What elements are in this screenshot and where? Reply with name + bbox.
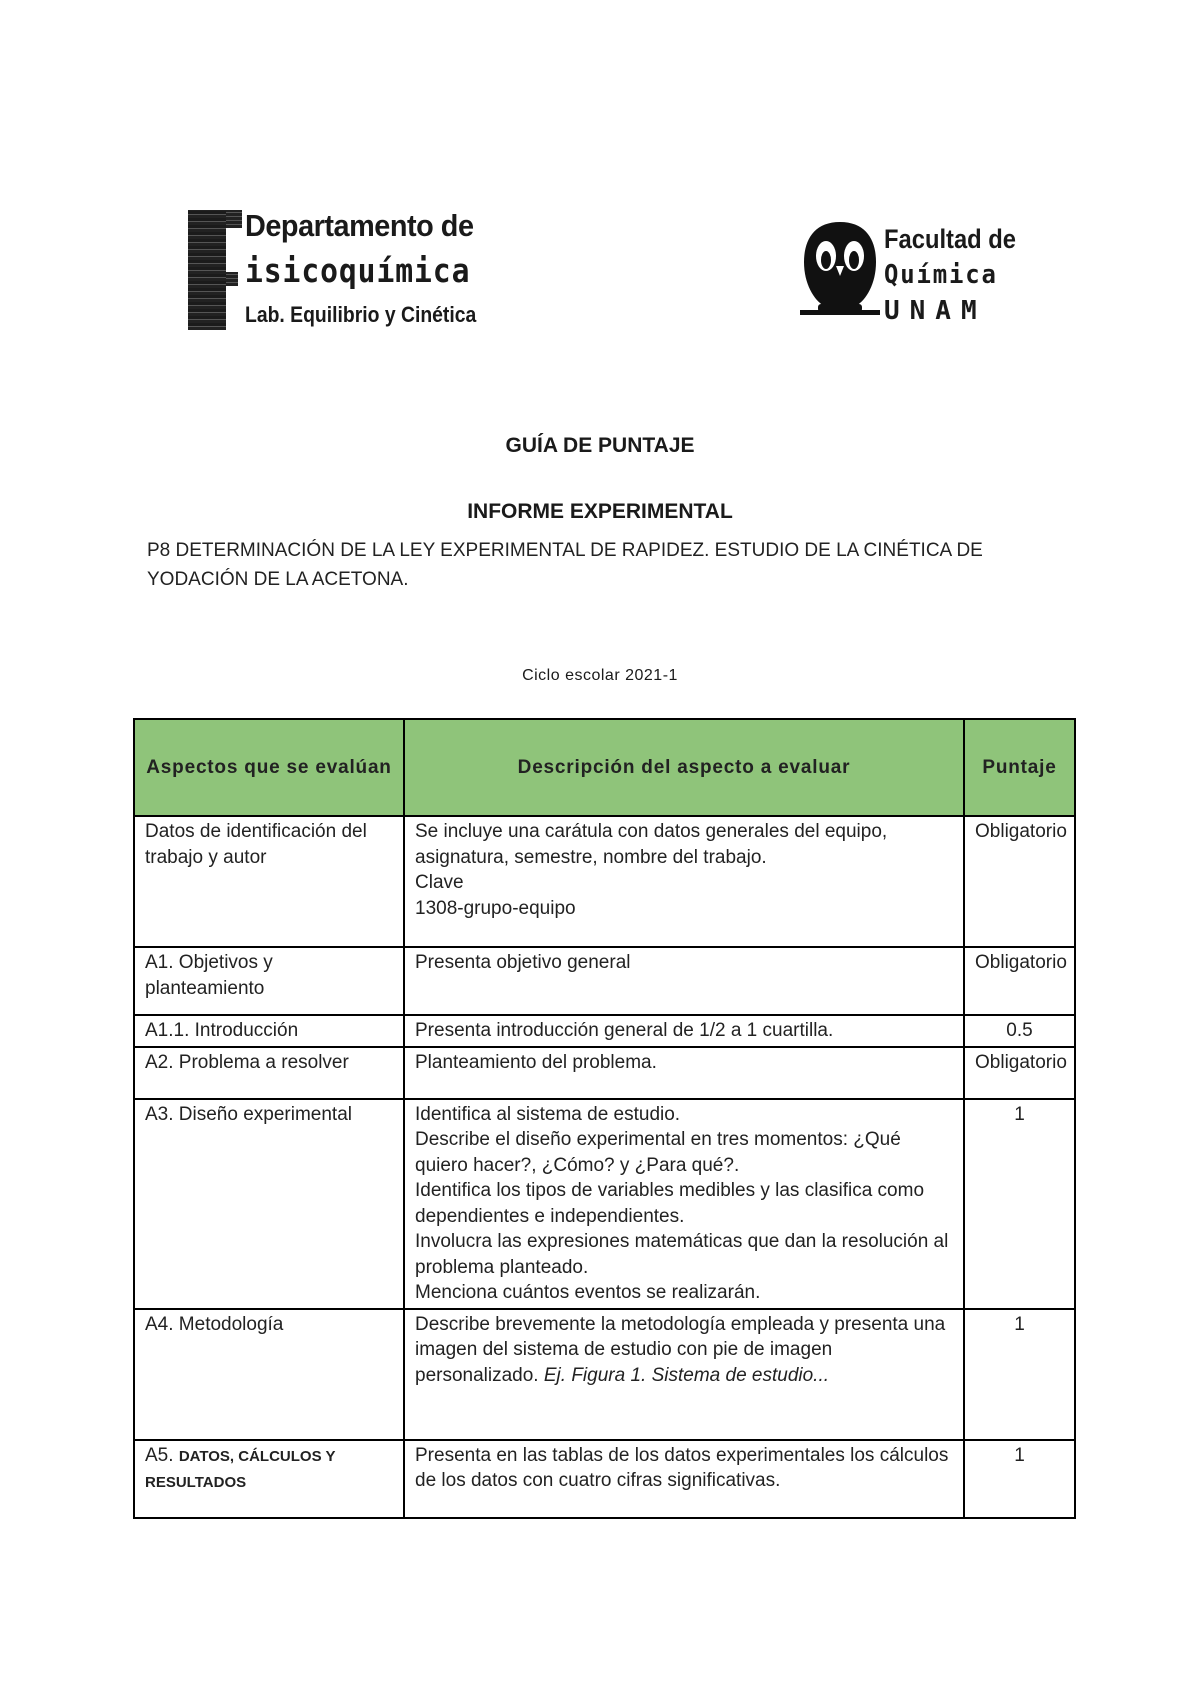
row-score: 1	[964, 1099, 1075, 1309]
table-row	[134, 1440, 1075, 1518]
row-aspect: A2. Problema a resolver	[134, 1047, 404, 1099]
table-row	[134, 816, 1075, 947]
logo-left-line3: Lab. Equilibrio y Cinética	[245, 302, 477, 327]
row-score: Obligatorio	[964, 1047, 1075, 1099]
school-cycle: Ciclo escolar 2021-1	[522, 667, 678, 684]
row-description: Describe brevemente la metodología empleada y presenta una imagen del sistema de estudio con pie de imagen personalizado. Ej. Figura 1. Sistema de estudio...	[404, 1309, 964, 1440]
table-row	[134, 1309, 1075, 1440]
row-aspect: A1.1. Introducción	[134, 1015, 404, 1047]
table-header-row	[134, 719, 1075, 816]
table-row	[134, 1047, 1075, 1099]
row-aspect: Datos de identificación del trabajo y autor	[134, 816, 404, 947]
row-score: Obligatorio	[964, 947, 1075, 1015]
logo-left-line1: Departamento de	[245, 208, 474, 243]
facultad-logo	[800, 218, 1017, 328]
row-aspect: A1. Objetivos y planteamiento	[134, 947, 404, 1015]
logo-right-line1: Facultad de	[884, 224, 1017, 254]
row-score: 0.5	[964, 1015, 1075, 1047]
row-description: Se incluye una carátula con datos generales del equipo, asignatura, semestre, nombre del trabajo. Clave 1308-grupo-equipo	[404, 816, 964, 947]
table-row	[134, 947, 1075, 1015]
practice-title: P8 DETERMINACIÓN DE LA LEY EXPERIMENTAL DE RAPIDEZ. ESTUDIO DE LA CINÉTICA DE YODACIÓN DE LA ACETONA.	[147, 540, 983, 590]
row-description: Presenta objetivo general	[404, 947, 964, 1015]
row-description: Presenta introducción general de 1/2 a 1 cuartilla.	[404, 1015, 964, 1047]
owl-icon	[800, 218, 880, 328]
table-row	[134, 1099, 1075, 1309]
header-description: Descripción del aspecto a evaluar	[404, 719, 964, 816]
row-score: Obligatorio	[964, 816, 1075, 947]
f-letter-icon	[188, 210, 226, 330]
departamento-logo	[188, 208, 477, 338]
row-aspect: A4. Metodología	[134, 1309, 404, 1440]
row-score: 1	[964, 1309, 1075, 1440]
row-description: Presenta en las tablas de los datos experimentales los cálculos de los datos con cuatro cifras significativas.	[404, 1440, 964, 1518]
logo-right-line3: UNAM	[884, 296, 987, 326]
logo-right-line2: Química	[884, 260, 998, 290]
page-title: GUÍA DE PUNTAJE	[505, 434, 695, 457]
report-title: INFORME EXPERIMENTAL	[467, 500, 733, 523]
row-description: Identifica al sistema de estudio. Describe el diseño experimental en tres momentos: ¿Qué quiero hacer?, ¿Cómo? y ¿Para qué?. Identifica los tipos de variables medibles y las clasifica como dependientes e independientes. Involucra las expresiones matemáticas que dan la resolución al problema planteado. Menciona cuántos eventos se realizarán.	[404, 1099, 964, 1309]
header-score: Puntaje	[964, 719, 1075, 816]
row-score: 1	[964, 1440, 1075, 1518]
row-aspect: A5. DATOS, CÁLCULOS Y RESULTADOS	[134, 1440, 404, 1518]
table-row	[134, 1015, 1075, 1047]
row-aspect: A3. Diseño experimental	[134, 1099, 404, 1309]
row-description: Planteamiento del problema.	[404, 1047, 964, 1099]
scoring-table	[133, 718, 1076, 1519]
header-aspects: Aspectos que se evalúan	[134, 719, 404, 816]
logo-left-line2: isicoquímica	[245, 251, 471, 290]
